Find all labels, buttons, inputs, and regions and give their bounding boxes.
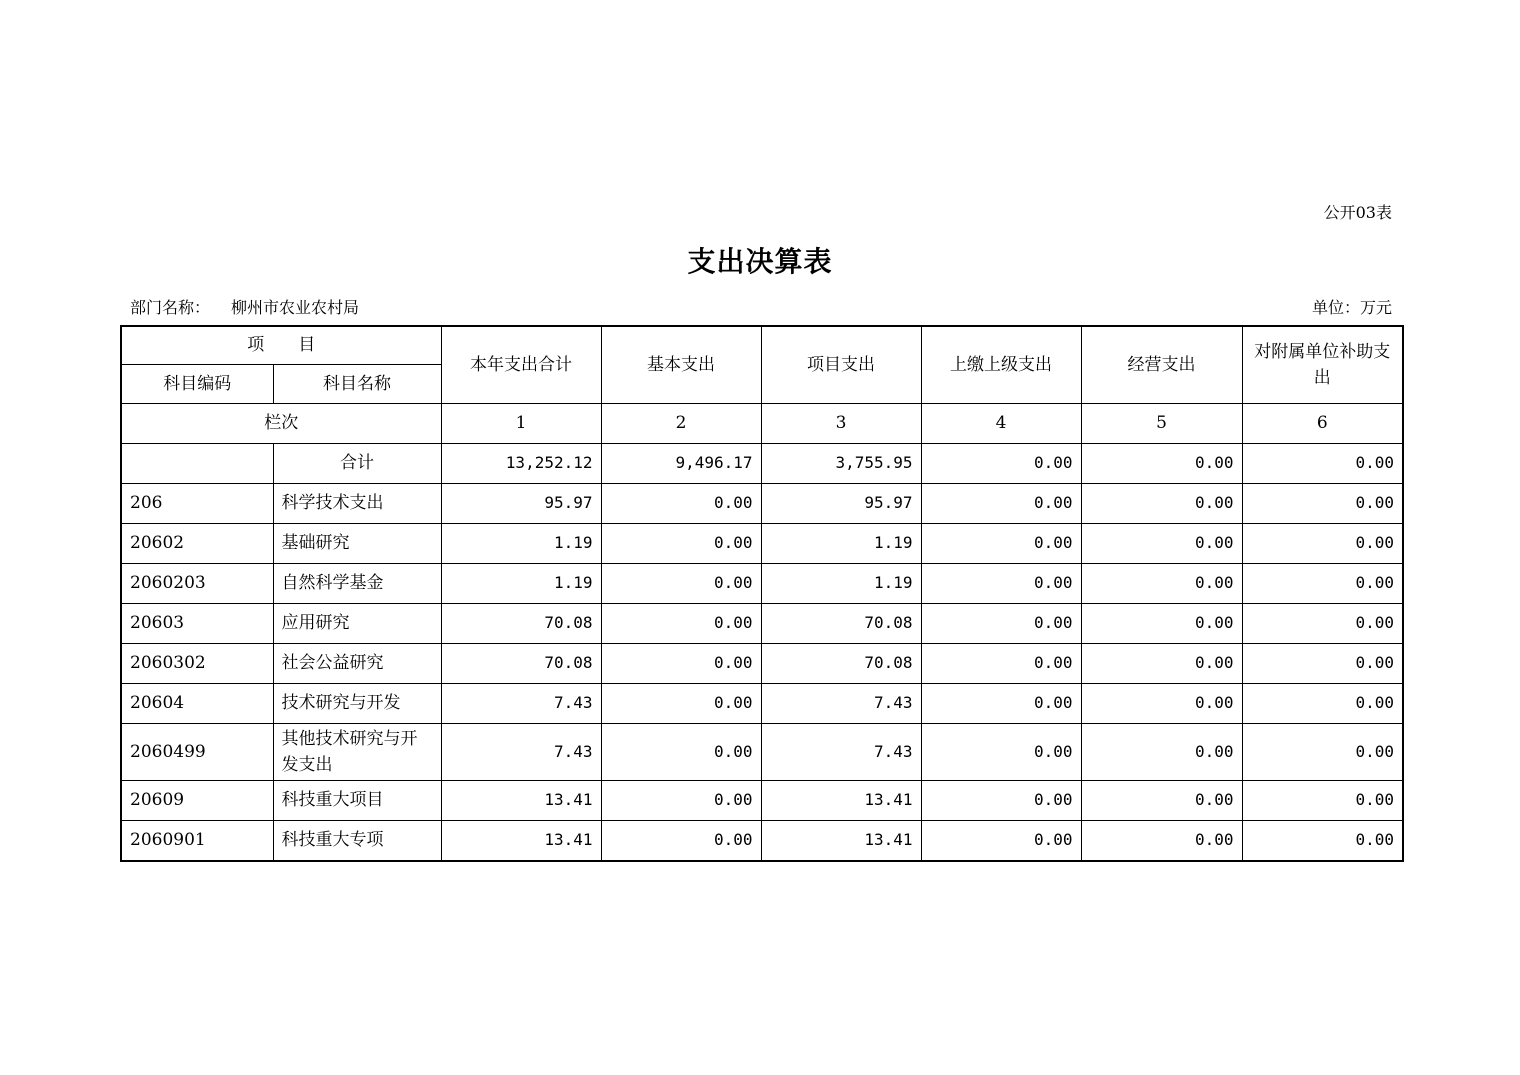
row-value: 0.00 <box>1081 780 1242 820</box>
row-value: 0.00 <box>921 820 1081 861</box>
row-code: 20604 <box>121 683 273 723</box>
row-value: 7.43 <box>761 683 921 723</box>
row-value: 0.00 <box>1081 820 1242 861</box>
total-value: 3,755.95 <box>761 443 921 483</box>
table-row <box>121 483 1403 523</box>
row-value: 0.00 <box>1081 683 1242 723</box>
table-row <box>121 523 1403 563</box>
row-name: 社会公益研究 <box>273 643 441 683</box>
column-order-label: 栏次 <box>121 403 441 443</box>
table-row <box>121 563 1403 603</box>
row-value: 0.00 <box>1081 563 1242 603</box>
total-value: 0.00 <box>1242 443 1403 483</box>
total-value: 0.00 <box>1081 443 1242 483</box>
row-code: 2060901 <box>121 820 273 861</box>
row-code: 2060302 <box>121 643 273 683</box>
row-value: 0.00 <box>1081 523 1242 563</box>
table-row <box>121 820 1403 861</box>
row-value: 0.00 <box>921 483 1081 523</box>
table-row <box>121 723 1403 780</box>
row-value: 0.00 <box>921 683 1081 723</box>
row-value: 0.00 <box>1242 780 1403 820</box>
row-name: 其他技术研究与开发支出 <box>273 723 441 780</box>
row-value: 1.19 <box>441 563 601 603</box>
total-value: 13,252.12 <box>441 443 601 483</box>
row-value: 0.00 <box>921 563 1081 603</box>
column-number: 3 <box>761 403 921 443</box>
row-value: 1.19 <box>761 523 921 563</box>
row-value: 95.97 <box>441 483 601 523</box>
row-value: 1.19 <box>761 563 921 603</box>
row-value: 0.00 <box>921 780 1081 820</box>
row-code: 20609 <box>121 780 273 820</box>
row-value: 0.00 <box>601 603 761 643</box>
row-value: 0.00 <box>601 780 761 820</box>
header-upper: 上缴上级支出 <box>921 326 1081 403</box>
row-value: 0.00 <box>1081 643 1242 683</box>
row-value: 70.08 <box>761 603 921 643</box>
row-value: 70.08 <box>441 603 601 643</box>
column-number: 6 <box>1242 403 1403 443</box>
row-value: 0.00 <box>1242 683 1403 723</box>
table-row <box>121 603 1403 643</box>
row-name: 基础研究 <box>273 523 441 563</box>
table-row <box>121 683 1403 723</box>
form-code: 公开03表 <box>1323 203 1392 222</box>
page-title: 支出决算表 <box>687 245 833 278</box>
row-value: 0.00 <box>601 643 761 683</box>
row-value: 13.41 <box>761 780 921 820</box>
row-value: 0.00 <box>1242 563 1403 603</box>
column-number: 5 <box>1081 403 1242 443</box>
row-value: 7.43 <box>441 683 601 723</box>
row-name: 科学技术支出 <box>273 483 441 523</box>
header-total: 本年支出合计 <box>441 326 601 403</box>
header-project: 项目支出 <box>761 326 921 403</box>
row-value: 0.00 <box>921 603 1081 643</box>
row-value: 0.00 <box>1242 723 1403 780</box>
row-value: 0.00 <box>921 723 1081 780</box>
expense-table <box>120 325 1404 862</box>
table-row <box>121 643 1403 683</box>
header-item-group: 项 目 <box>121 326 441 364</box>
column-number: 1 <box>441 403 601 443</box>
row-value: 0.00 <box>1242 603 1403 643</box>
header-code: 科目编码 <box>121 364 273 403</box>
row-code: 2060499 <box>121 723 273 780</box>
row-name: 科技重大项目 <box>273 780 441 820</box>
row-name: 科技重大专项 <box>273 820 441 861</box>
total-value: 9,496.17 <box>601 443 761 483</box>
row-value: 0.00 <box>1242 523 1403 563</box>
row-value: 0.00 <box>1242 820 1403 861</box>
row-value: 13.41 <box>441 780 601 820</box>
row-value: 0.00 <box>601 563 761 603</box>
header-business: 经营支出 <box>1081 326 1242 403</box>
row-value: 70.08 <box>441 643 601 683</box>
row-value: 0.00 <box>1081 483 1242 523</box>
row-code: 20603 <box>121 603 273 643</box>
row-value: 0.00 <box>921 523 1081 563</box>
department-label: 部门名称： <box>130 298 211 317</box>
row-code: 206 <box>121 483 273 523</box>
row-value: 0.00 <box>1081 603 1242 643</box>
table-row <box>121 780 1403 820</box>
row-value: 7.43 <box>441 723 601 780</box>
row-name: 应用研究 <box>273 603 441 643</box>
row-value: 7.43 <box>761 723 921 780</box>
meta-row <box>130 295 1392 317</box>
row-value: 0.00 <box>601 483 761 523</box>
row-value: 13.41 <box>441 820 601 861</box>
row-value: 1.19 <box>441 523 601 563</box>
header-subsidy: 对附属单位补助支出 <box>1242 326 1403 403</box>
row-value: 95.97 <box>761 483 921 523</box>
total-row <box>121 443 1403 483</box>
row-value: 0.00 <box>601 820 761 861</box>
table-body <box>121 443 1403 861</box>
total-label: 合计 <box>273 443 441 483</box>
row-value: 0.00 <box>921 643 1081 683</box>
row-value: 0.00 <box>601 683 761 723</box>
row-name: 技术研究与开发 <box>273 683 441 723</box>
row-value: 0.00 <box>1242 483 1403 523</box>
row-value: 0.00 <box>1242 643 1403 683</box>
table-header <box>121 326 1403 443</box>
total-code-cell <box>121 443 273 483</box>
header-basic: 基本支出 <box>601 326 761 403</box>
total-value: 0.00 <box>921 443 1081 483</box>
row-value: 70.08 <box>761 643 921 683</box>
header-name: 科目名称 <box>273 364 441 403</box>
row-value: 0.00 <box>601 523 761 563</box>
row-value: 0.00 <box>1081 723 1242 780</box>
column-number: 2 <box>601 403 761 443</box>
row-code: 20602 <box>121 523 273 563</box>
row-name: 自然科学基金 <box>273 563 441 603</box>
row-code: 2060203 <box>121 563 273 603</box>
row-value: 0.00 <box>601 723 761 780</box>
department-name: 柳州市农业农村局 <box>231 298 360 317</box>
unit-label: 单位：万元 <box>1311 298 1392 317</box>
row-value: 13.41 <box>761 820 921 861</box>
column-number: 4 <box>921 403 1081 443</box>
